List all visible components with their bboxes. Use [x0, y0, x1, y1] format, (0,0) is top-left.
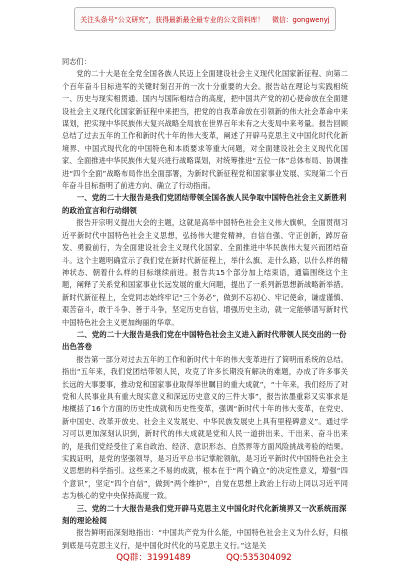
paragraph-section-1: 报告开宗明义提出大会的主题，这就是高举中国特色社会主义伟大旗帜，全面贯彻习近平新时代中国特色社会主义思想，弘扬伟大建党精神，自信自强、守正创新，踔厉奋发、勇毅前行，为全面建设社会主义现代化国家、全面推进中华民族伟大复兴而团结奋斗。这个主题明确宣示了我们党在新时代新征程上，举什么旗、走什么路、以什么样的精神状态、朝着什么样的目标继续前进。报告共15个部分加上结束语，通篇围绕这个主题，阐释了关系党和国家事业长远发展的重大问题，提出了一系列新思想新战略新举措。新时代新征程上，全党同志始终牢记“三个务必”，做到不忘初心、牢记使命，谦虚谨慎、艰苦奋斗，敢于斗争、善于斗争，坚定历史自信，增强历史主动，就一定能够谱写新时代中国特色社会主义更加绚丽的华章。	[62, 218, 348, 327]
salutation: 同志们：	[62, 57, 91, 66]
footer-qq-group: QQ群：31991489	[116, 553, 191, 563]
document-body	[62, 56, 348, 562]
paragraph-intro: 党的二十大是在全党全国各族人民迈上全面建设社会主义现代化国家新征程、向第二个百年奋斗目标进军的关键时刻召开的一次十分重要的大会。报告站在理论与实践相统一、历史与现实相贯通、国内与国际相结合的高度，把中国共产党的初心使命放在全面建设社会主义现代化国家新征程中来把当，把党的自我革命放在引领新的伟大社会革命中来谋划，把实现中华民族伟大复兴战略全局放在世界百年未有之大变局中来考量。报告回顾总结了过去五年的工作和新时代十年的伟大变革，阐述了开辟马克思主义中国化时代化新境界、中国式现代化的中国特色和本质要求等重大问题，对全面建设社会主义现代化国家、全面推进中华民族伟大复兴进行战略谋划，对统筹推进“五位一体”总体布局、协调推进“四个全面”战略布局作出全面部署，为新时代新征程党和国家事业发展、实现第二个百年奋斗目标指明了前进方向、确立了行动指南。	[62, 69, 348, 191]
section-heading-3: 三、党的二十大报告是我们党开辟马克思主义中国化时代化新境界又一次系统而深刻的理论检阅	[62, 503, 347, 526]
footer-contact	[0, 551, 408, 563]
promo-banner[interactable]	[74, 7, 336, 31]
section-heading-2: 二、党的二十大报告是我们党在中国特色社会主义进入新时代带领人民交出的一份出色答卷	[62, 329, 347, 352]
footer-qq-number: QQ:535304092	[226, 553, 292, 563]
paragraph-section-2: 报告第一部分对过去五年的工作和新时代十年的伟大变革进行了简明而系统的总结。指出“五年来，我们党团结带领人民，攻克了许多长期没有解决的难题，办成了许多事关长远的大事要事，推动党和国家事业取得举世瞩目的重大成就”，“十年来，我们经历了对党和人民事业具有重大现实意义和深远历史意义的三件大事”，报告浓墨重彩又实事求是地概括了16个方面的历史性成就和历史性变革，强调“新时代十年的伟大变革，在党史、新中国史、改革开放史、社会主义发展史、中华民族发展史上具有里程碑意义”。通过学习可以更加深刻认识到，新时代的伟大成就是党和人民一道拼出来、干出来、奋斗出来的，是我们党经受住了来自政治、经济、意识形态、自然界等方面风险挑战考验的结果。实践证明，是党的坚强领导，是习近平总书记掌舵领航，是习近平新时代中国特色社会主义思想的科学指引。这些来之不易的成就，根本在于“两个确立”的决定性意义，增强“四个意识”，坚定“四个自信”，做到“两个维护”，自觉在思想上政治上行动上同以习近平同志为核心的党中央保持高度一致。	[62, 354, 348, 501]
banner-text: 关注头条号“公文研究”，获得最新最全最专业的公文资料库！	[80, 16, 265, 24]
section-heading-1: 一、党的二十大报告是我们党团结带领全国各族人民争取中国特色社会主义新胜利的政治宣言和行动纲领	[62, 193, 347, 215]
banner-wechat: 微信：gongwenyj	[272, 16, 330, 24]
paragraph-section-3: 报告鲜明而深刻地指出：“中国共产党为什么能，中国特色社会主义为什么好，归根到底是马克思主义行，是中国化时代化的马克思主义行。”这是关	[62, 528, 348, 550]
